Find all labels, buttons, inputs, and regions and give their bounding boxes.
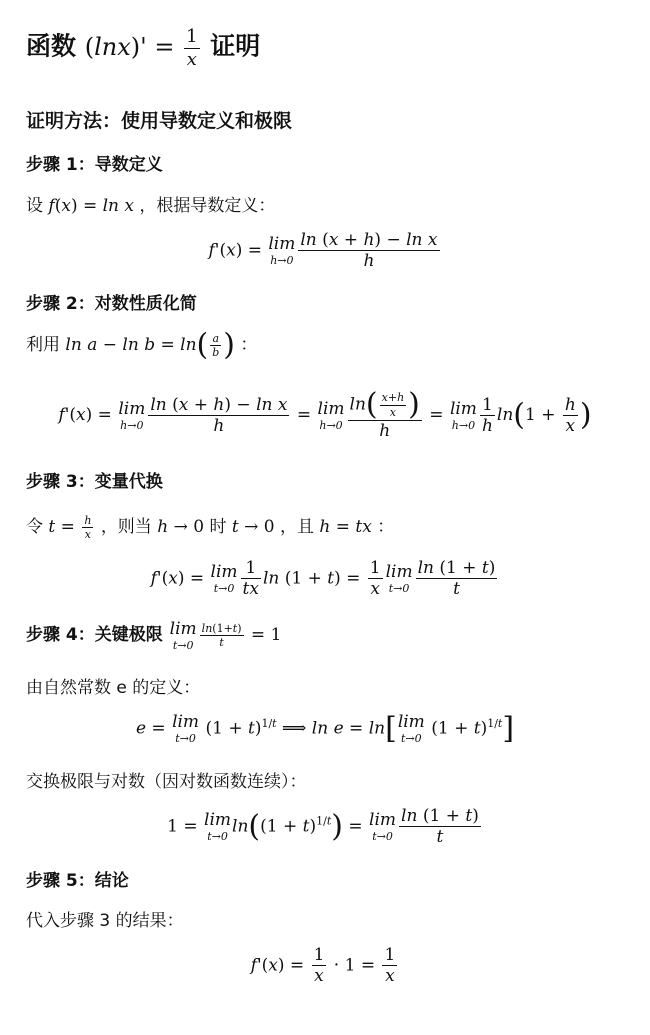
step4-e-intro bbox=[26, 673, 200, 698]
step3-intro-e: ： bbox=[377, 517, 395, 537]
step1-intro-post: ，根据导数定义： bbox=[139, 196, 276, 216]
step1-intro-pre: 设 bbox=[26, 196, 43, 216]
step1-def-formula: f(x) = ln x bbox=[48, 196, 135, 216]
method-heading bbox=[26, 106, 292, 133]
step3-t-limit: t → 0 bbox=[231, 517, 275, 537]
step3-h-limit: h → 0 bbox=[157, 517, 205, 537]
step2-heading-text: 步骤 2：对数性质化简 bbox=[26, 294, 197, 314]
method-heading-text: 证明方法：使用导数定义和极限 bbox=[26, 110, 293, 132]
step5-intro-text: 代入步骤 3 的结果： bbox=[26, 911, 184, 931]
step2-intro-pre: 利用 bbox=[26, 335, 60, 355]
step3-intro-c: 时 bbox=[209, 517, 227, 537]
step4-e-formula: e = lim t→0 $(1 + t)^{1/t}$ ⟹ ln e = ln[ lim t→0 $(1 + t)^{1/t}$] bbox=[135, 711, 515, 746]
step4-swap-intro-text: 交换极限与对数（因对数函数连续）： bbox=[26, 772, 307, 792]
step3-heading-text: 步骤 3：变量代换 bbox=[26, 472, 163, 492]
step1-intro bbox=[26, 191, 275, 216]
step3-intro-a: 令 bbox=[26, 517, 43, 537]
step3-intro-d: ，且 bbox=[279, 517, 314, 537]
step3-intro bbox=[26, 512, 394, 541]
step5-intro bbox=[26, 906, 184, 931]
step1-formula: f'(x) = lim h→0 $\frac{\text{ln (x + h) − ln x}}{h}$ bbox=[208, 230, 438, 272]
step4-e-intro-text: 由自然常数 e 的定义： bbox=[26, 678, 201, 698]
step2-intro-post: ： bbox=[240, 335, 258, 355]
step2-intro bbox=[26, 327, 258, 363]
title-pre: 函数 bbox=[26, 31, 77, 61]
step5-heading-text: 步骤 5：结论 bbox=[26, 871, 129, 891]
step4-swap-intro bbox=[26, 767, 307, 792]
step4-swap-formula: 1 = lim t→0 $\ln((1 + t)^{1/t})$ = lim t→0 $\frac{\ln (1 + t)}{t}$ bbox=[167, 806, 479, 848]
step4-heading-text: 步骤 4：关键极限 bbox=[26, 625, 163, 645]
step5-formula: f'(x) = $\frac{1}{x}$ · 1 = $\frac{1}{x}$ bbox=[250, 945, 396, 987]
title-formula: (lnx)' = $\frac{1}{x}$ bbox=[84, 26, 198, 70]
page-title bbox=[26, 26, 260, 70]
step3-h-eq: h = tx bbox=[319, 517, 372, 537]
step3-formula: f'(x) = lim t→0 $\frac{1}{tx}$ ln (1 + t) = $\frac{1}{x}$ lim t→0 $\frac{\ln (1 + t)}{t}$ bbox=[150, 558, 496, 600]
step2-formula: f'(x) = lim h→0 $\frac{\text{ln (x + h) − ln x}}{h}$ = lim h→0 ln( $\frac{x+h}{x}$ ) h = lim h→0 $\frac{1}{h}$ ln(1 + $\frac{h}{x}$ ) bbox=[58, 387, 592, 441]
step2-heading bbox=[26, 289, 197, 314]
step1-heading bbox=[26, 150, 163, 175]
title-post: 证明 bbox=[210, 31, 261, 61]
step3-subst: t = $\frac{h}{x}$ bbox=[48, 513, 92, 541]
step1-heading-text: 步骤 1：导数定义 bbox=[26, 155, 163, 175]
step4-key-limit: lim t→0 $\frac{\ln(1+t)}{t}$ = 1 bbox=[169, 618, 282, 652]
step3-intro-b: ，则当 bbox=[100, 517, 152, 537]
step3-heading bbox=[26, 467, 163, 492]
step4-heading bbox=[26, 620, 281, 651]
step2-log-rule: ln a − ln b = ln( $\frac{a}{b}$ ) bbox=[65, 327, 236, 363]
step5-heading bbox=[26, 866, 129, 891]
